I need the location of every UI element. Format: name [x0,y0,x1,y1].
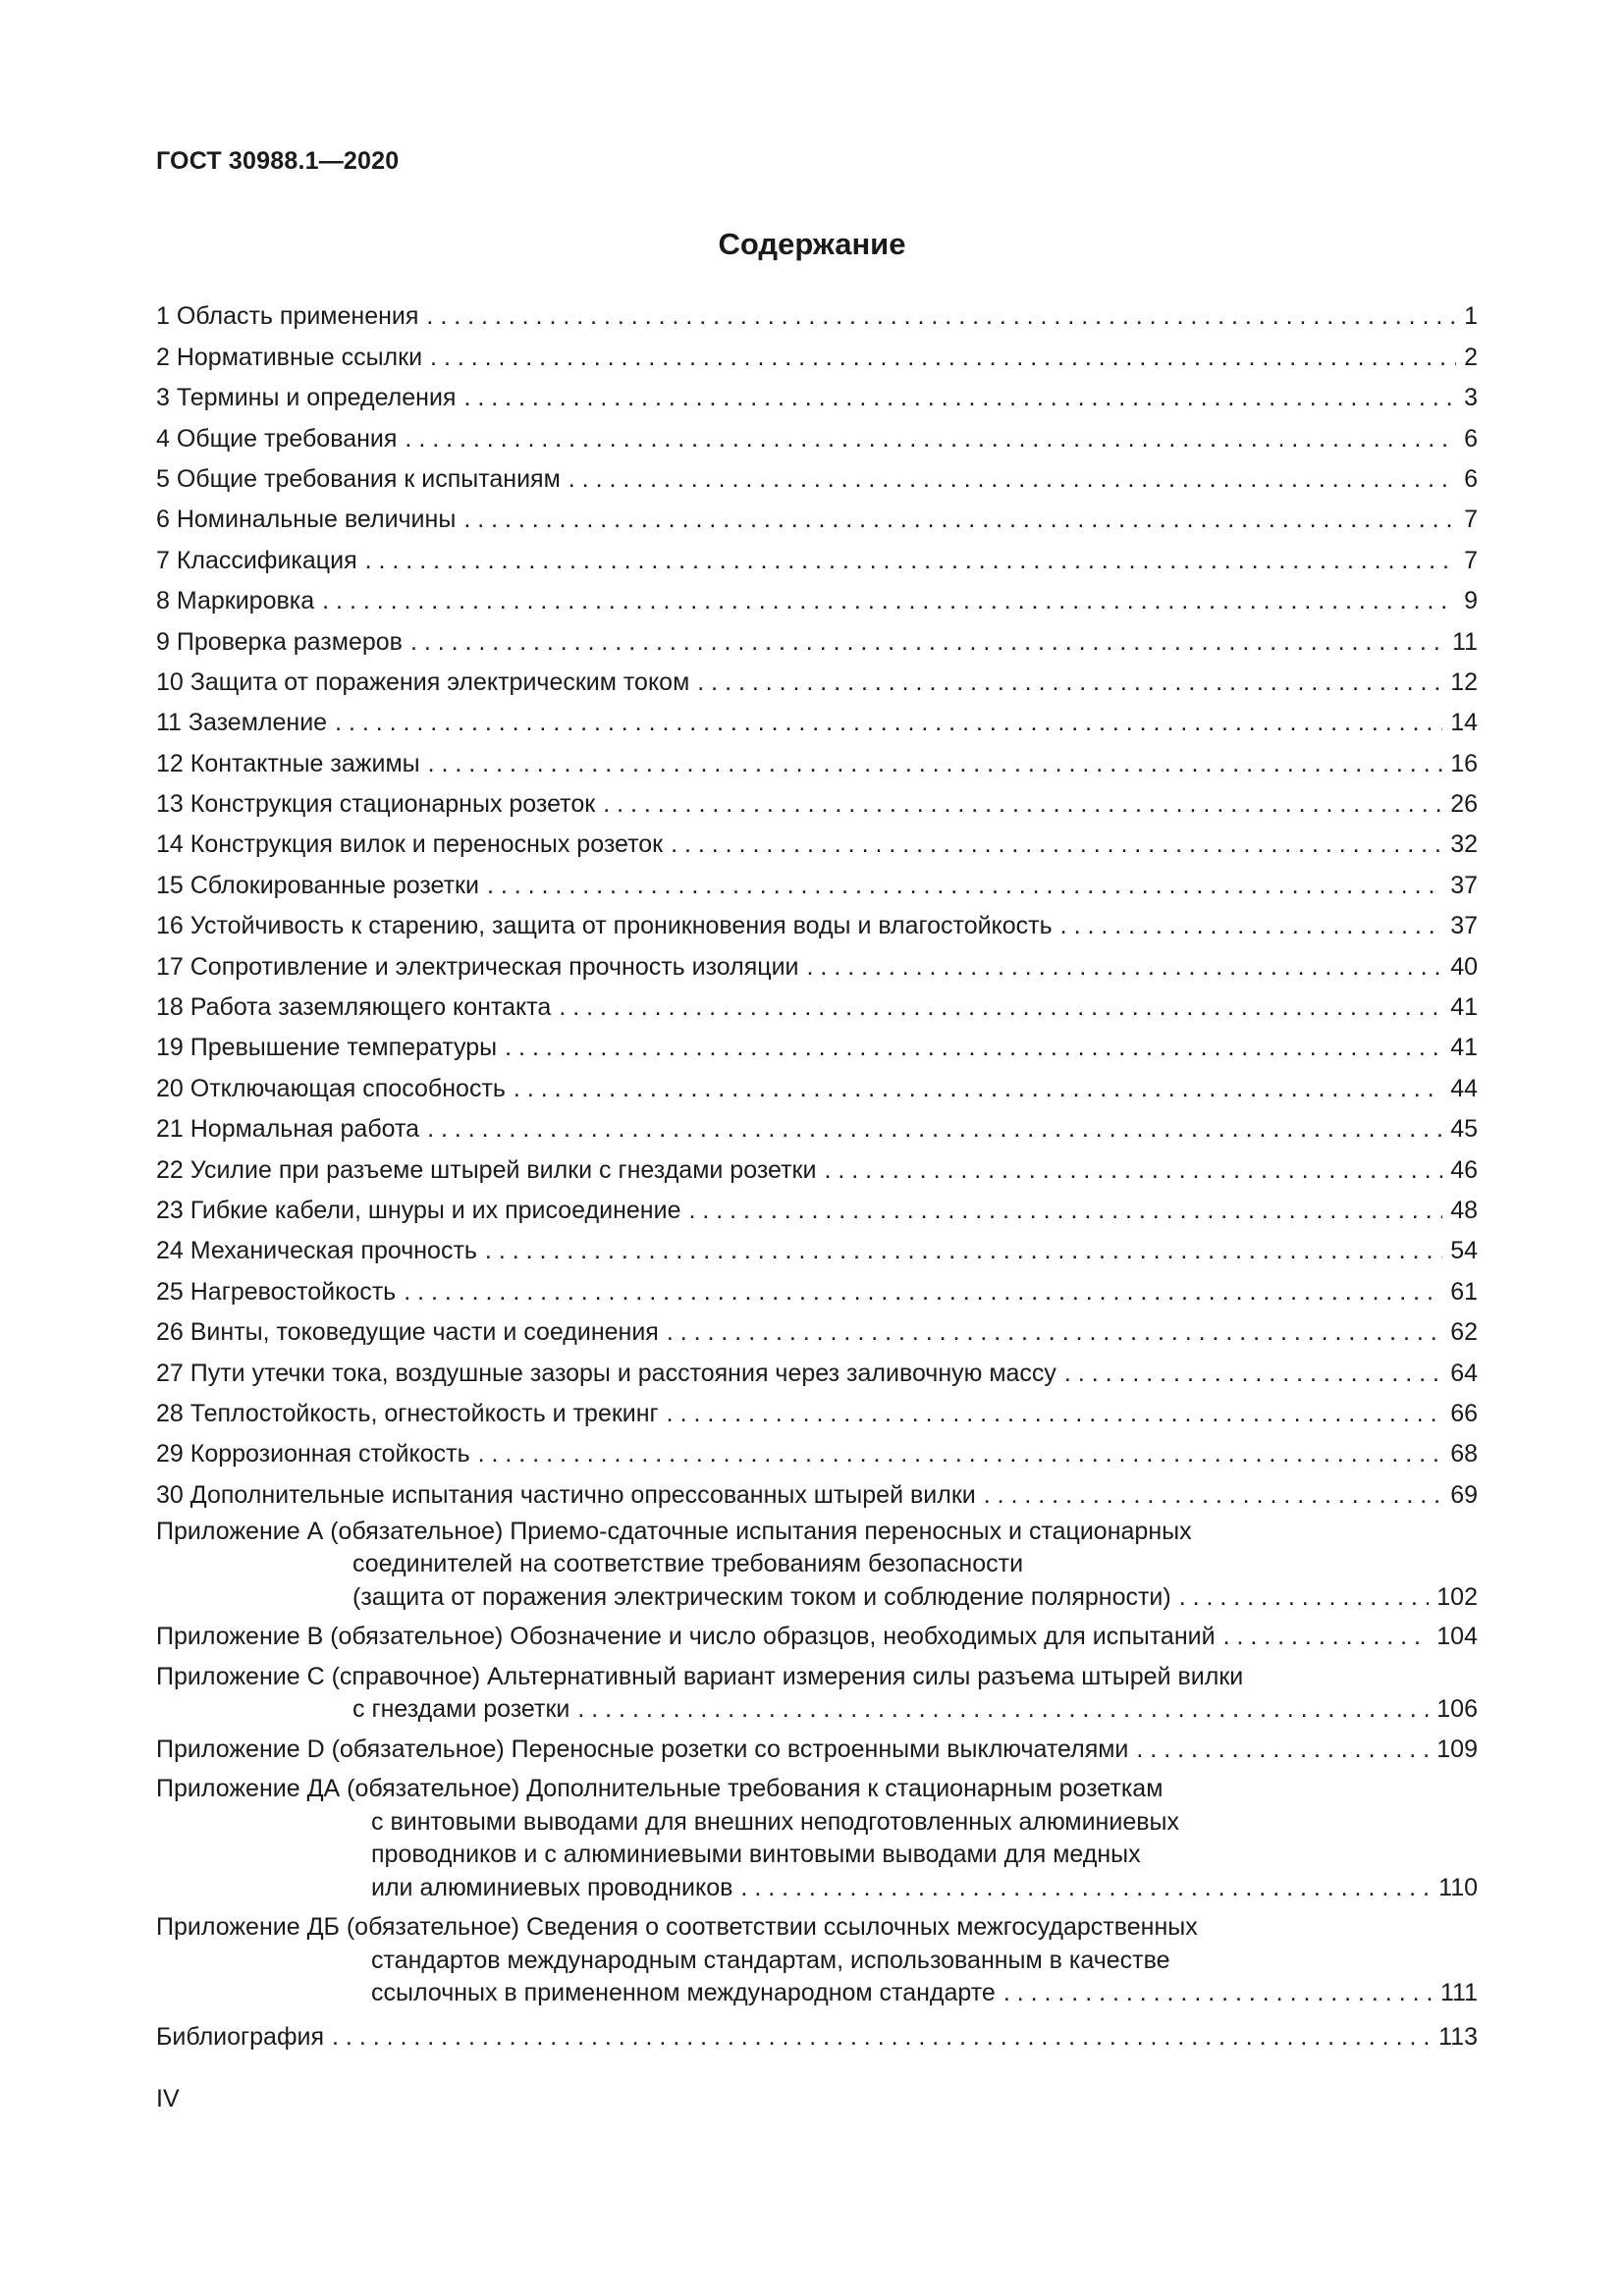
toc-entry-page: 41 [1450,1034,1478,1062]
toc-entry-page: 2 [1464,343,1478,371]
dot-leader [427,1112,1442,1146]
toc-entry-label: 21 Нормальная работа [156,1115,420,1144]
toc-entry-label: 10 Защита от поражения электрическим током [156,667,690,696]
toc-entry-page: 6 [1464,424,1478,453]
dot-leader [410,625,1444,659]
toc-entry[interactable] [156,780,1478,821]
page-number: IV [156,2085,180,2112]
dot-leader [487,869,1442,902]
toc-annex-da-line4: или алюминиевых проводников [371,1873,733,1901]
dot-leader [603,787,1442,821]
document-code: ГОСТ 30988.1—2020 [156,147,400,175]
toc-entry-label: 7 Классификация [156,546,357,574]
toc-entry[interactable] [156,1064,1478,1104]
toc-entry-page: 7 [1464,546,1478,574]
toc-annex-d[interactable] [156,1730,1478,1767]
toc-entry[interactable] [156,617,1478,658]
dot-leader [1003,1977,1433,2010]
toc-annex-db-line3: ссылочных в примененном международном стандарте [371,1979,996,2007]
toc-entry-label: 9 Проверка размеров [156,627,403,656]
toc-entry[interactable] [156,1105,1478,1146]
toc-annex-b-page: 104 [1436,1623,1478,1651]
dot-leader [485,1234,1442,1267]
toc-entry-label: 3 Термины и определения [156,384,457,412]
dot-leader [335,706,1442,739]
toc-entry-label: 18 Работа заземляющего контакта [156,993,552,1022]
toc-entry-page: 26 [1450,790,1478,819]
dot-leader [568,462,1456,496]
toc-entry[interactable] [156,1267,1478,1308]
toc-entry[interactable] [156,739,1478,779]
dot-leader [984,1478,1442,1512]
toc-entry-label: 15 Сблокированные розетки [156,871,479,899]
toc-entry-page: 37 [1450,912,1478,940]
toc-annex-db-line2: стандартов международным стандартам, использованным в качестве [371,1946,1170,1974]
toc-entry[interactable] [156,496,1478,536]
dot-leader [365,544,1456,577]
toc-sections [156,293,1478,1512]
toc-annex-c-page: 106 [1436,1695,1478,1724]
toc-entry-label: 23 Гибкие кабели, шнуры и их присоединение [156,1196,681,1224]
table-of-contents [156,293,1478,2054]
toc-entry-label: 26 Винты, токоведущие части и соединения [156,1318,659,1347]
toc-entry-page: 66 [1450,1399,1478,1427]
toc-entry-page: 44 [1450,1074,1478,1102]
toc-entry-label: 24 Механическая прочность [156,1237,477,1265]
toc-entry-page: 6 [1464,464,1478,493]
dot-leader [426,299,1456,333]
dot-leader [577,1693,1429,1727]
dot-leader [430,341,1456,374]
toc-entry[interactable] [156,942,1478,983]
toc-entry-page: 54 [1450,1237,1478,1265]
toc-entry-page: 64 [1450,1359,1478,1387]
toc-annex-c-line2: с гнездами розетки [352,1695,570,1724]
page-title: Содержание [718,227,906,261]
toc-entry-page: 11 [1452,627,1478,656]
toc-entry-page: 40 [1450,952,1478,981]
toc-entry-page: 62 [1450,1318,1478,1347]
toc-entry-page: 12 [1450,667,1478,696]
toc-entry-label: 28 Теплостойкость, огнестойкость и трекинг [156,1399,659,1427]
dot-leader [463,381,1456,414]
toc-annex-db-page: 111 [1439,1979,1478,2007]
toc-entry-label: 4 Общие требования [156,424,398,453]
toc-entry-label: 14 Конструкция вилок и переносных розеток [156,830,664,859]
toc-entry[interactable] [156,414,1478,454]
toc-entry[interactable] [156,577,1478,617]
dot-leader [404,1275,1442,1308]
toc-annex-da-line3: проводников и с алюминиевыми винтовыми выводами для медных [371,1841,1141,1869]
toc-entry-page: 45 [1450,1115,1478,1144]
toc-annex-c[interactable] [156,1657,1478,1727]
dot-leader [667,1315,1442,1349]
toc-entry-page: 14 [1450,709,1478,737]
toc-annex-a-line2: соединителей на соответствие требованиям безопасности [352,1550,1024,1578]
toc-entry[interactable] [156,1349,1478,1389]
toc-entry-page: 68 [1450,1440,1478,1468]
dot-leader [697,666,1442,699]
toc-annex-a-page: 102 [1436,1582,1478,1611]
toc-entry-page: 16 [1450,749,1478,777]
dot-leader [1064,1357,1442,1390]
toc-entry[interactable] [156,1227,1478,1267]
toc-entry-page: 9 [1464,587,1478,615]
dot-leader [332,2020,1431,2054]
toc-annex-a[interactable] [156,1512,1478,1615]
toc-entry[interactable] [156,659,1478,699]
toc-entry[interactable] [156,293,1478,333]
dot-leader [1136,1734,1429,1767]
toc-entry[interactable] [156,1308,1478,1349]
dot-leader [505,1031,1442,1064]
toc-entry-label: 30 Дополнительные испытания частично опрессованных штырей вилки [156,1480,976,1509]
toc-entry-page: 41 [1450,993,1478,1022]
toc-annex-b-label: Приложение В (обязательное) Обозначение и число образцов, необходимых для испытаний [156,1623,1216,1651]
toc-entry[interactable] [156,333,1478,373]
dot-leader [1060,909,1443,942]
toc-annex-da-line2: с винтовыми выводами для внешних неподготовленных алюминиевых [371,1807,1179,1836]
toc-entry[interactable] [156,374,1478,414]
toc-entry-page: 37 [1450,871,1478,899]
dot-leader [514,1072,1442,1105]
dot-leader [667,1397,1443,1430]
toc-entry[interactable] [156,1187,1478,1227]
toc-annex-b[interactable] [156,1617,1478,1654]
toc-entry-label: 29 Коррозионная стойкость [156,1440,470,1468]
toc-entry-page: 32 [1450,830,1478,859]
toc-entry-label: 25 Нагревостойкость [156,1277,397,1306]
dot-leader [807,950,1443,984]
toc-entry-label: 2 Нормативные ссылки [156,343,423,371]
toc-annex-c-line1: Приложение С (справочное) Альтернативный вариант измерения силы разъема штырей вилки [156,1662,1244,1690]
toc-entry-label: 12 Контактные зажимы [156,749,420,777]
toc-entry[interactable] [156,1146,1478,1186]
dot-leader [559,990,1442,1024]
toc-entry-label: 13 Конструкция стационарных розеток [156,790,596,819]
toc-entry-label: 6 Номинальные величины [156,506,457,534]
toc-entry-label: 16 Устойчивость к старению, защита от проникновения воды и влагостойкость [156,912,1053,940]
toc-entry[interactable] [156,536,1478,576]
toc-entry[interactable] [156,1470,1478,1511]
toc-entry-label: 5 Общие требования к испытаниям [156,464,561,493]
toc-entry-page: 48 [1450,1196,1478,1224]
toc-entry[interactable] [156,1024,1478,1064]
toc-annex-a-line3: (защита от поражения электрическим током и соблюдение полярности) [352,1582,1171,1611]
toc-entry[interactable] [156,902,1478,942]
toc-entry-label: 27 Пути утечки тока, воздушные зазоры и расстояния через заливочную массу [156,1359,1056,1387]
toc-entry-page: 69 [1450,1480,1478,1509]
dot-leader [688,1194,1442,1227]
dot-leader [463,503,1456,536]
toc-annex-db[interactable] [156,1907,1478,2010]
dot-leader [322,584,1456,617]
toc-entry-label: 1 Область применения [156,302,419,331]
toc-entry-page: 1 [1464,302,1478,331]
toc-entry-label: 22 Усилие при разъеме штырей вилки с гнездами розетки [156,1155,817,1184]
toc-entry-label: Библиография [156,2023,325,2052]
dot-leader [1179,1581,1430,1615]
toc-entry[interactable] [156,861,1478,901]
toc-entry-page: 46 [1450,1155,1478,1184]
toc-annex-da[interactable] [156,1769,1478,1904]
toc-entry-page: 61 [1450,1277,1478,1306]
toc-entry-label: 17 Сопротивление и электрическая прочность изоляции [156,952,799,981]
toc-entry-label: 11 Заземление [156,709,328,737]
toc-entry-page: 7 [1464,506,1478,534]
dot-leader [428,747,1443,780]
dot-leader [405,422,1456,455]
toc-entry[interactable] [156,1430,1478,1470]
toc-annex-d-page: 109 [1436,1735,1478,1763]
toc-entry[interactable] [156,699,1478,739]
toc-entry[interactable] [156,984,1478,1024]
toc-entry-bibliography[interactable] [156,2013,1478,2054]
toc-entry-page: 113 [1438,2023,1478,2052]
toc-annex-da-line1: Приложение ДА (обязательное) Дополнительные требования к стационарным розеткам [156,1775,1164,1803]
toc-entry-label: 19 Превышение температуры [156,1034,498,1062]
toc-entry-label: 20 Отключающая способность [156,1074,506,1102]
toc-entry[interactable] [156,1390,1478,1430]
toc-annex-a-line1: Приложение А (обязательное) Приемо-сдаточные испытания переносных и стационарных [156,1517,1192,1545]
dot-leader [740,1872,1431,1905]
dot-leader [1223,1621,1430,1654]
toc-entry[interactable] [156,821,1478,861]
toc-annex-d-label: Приложение D (обязательное) Переносные розетки со встроенными выключателями [156,1735,1129,1763]
dot-leader [671,828,1442,861]
dot-leader [824,1153,1442,1187]
toc-entry[interactable] [156,455,1478,496]
dot-leader [478,1437,1443,1470]
toc-entry-page: 3 [1464,384,1478,412]
toc-annex-db-line1: Приложение ДБ (обязательное) Сведения о соответствии ссылочных межгосударственных [156,1913,1198,1942]
toc-annex-da-page: 110 [1438,1873,1478,1901]
toc-entry-label: 8 Маркировка [156,587,315,615]
